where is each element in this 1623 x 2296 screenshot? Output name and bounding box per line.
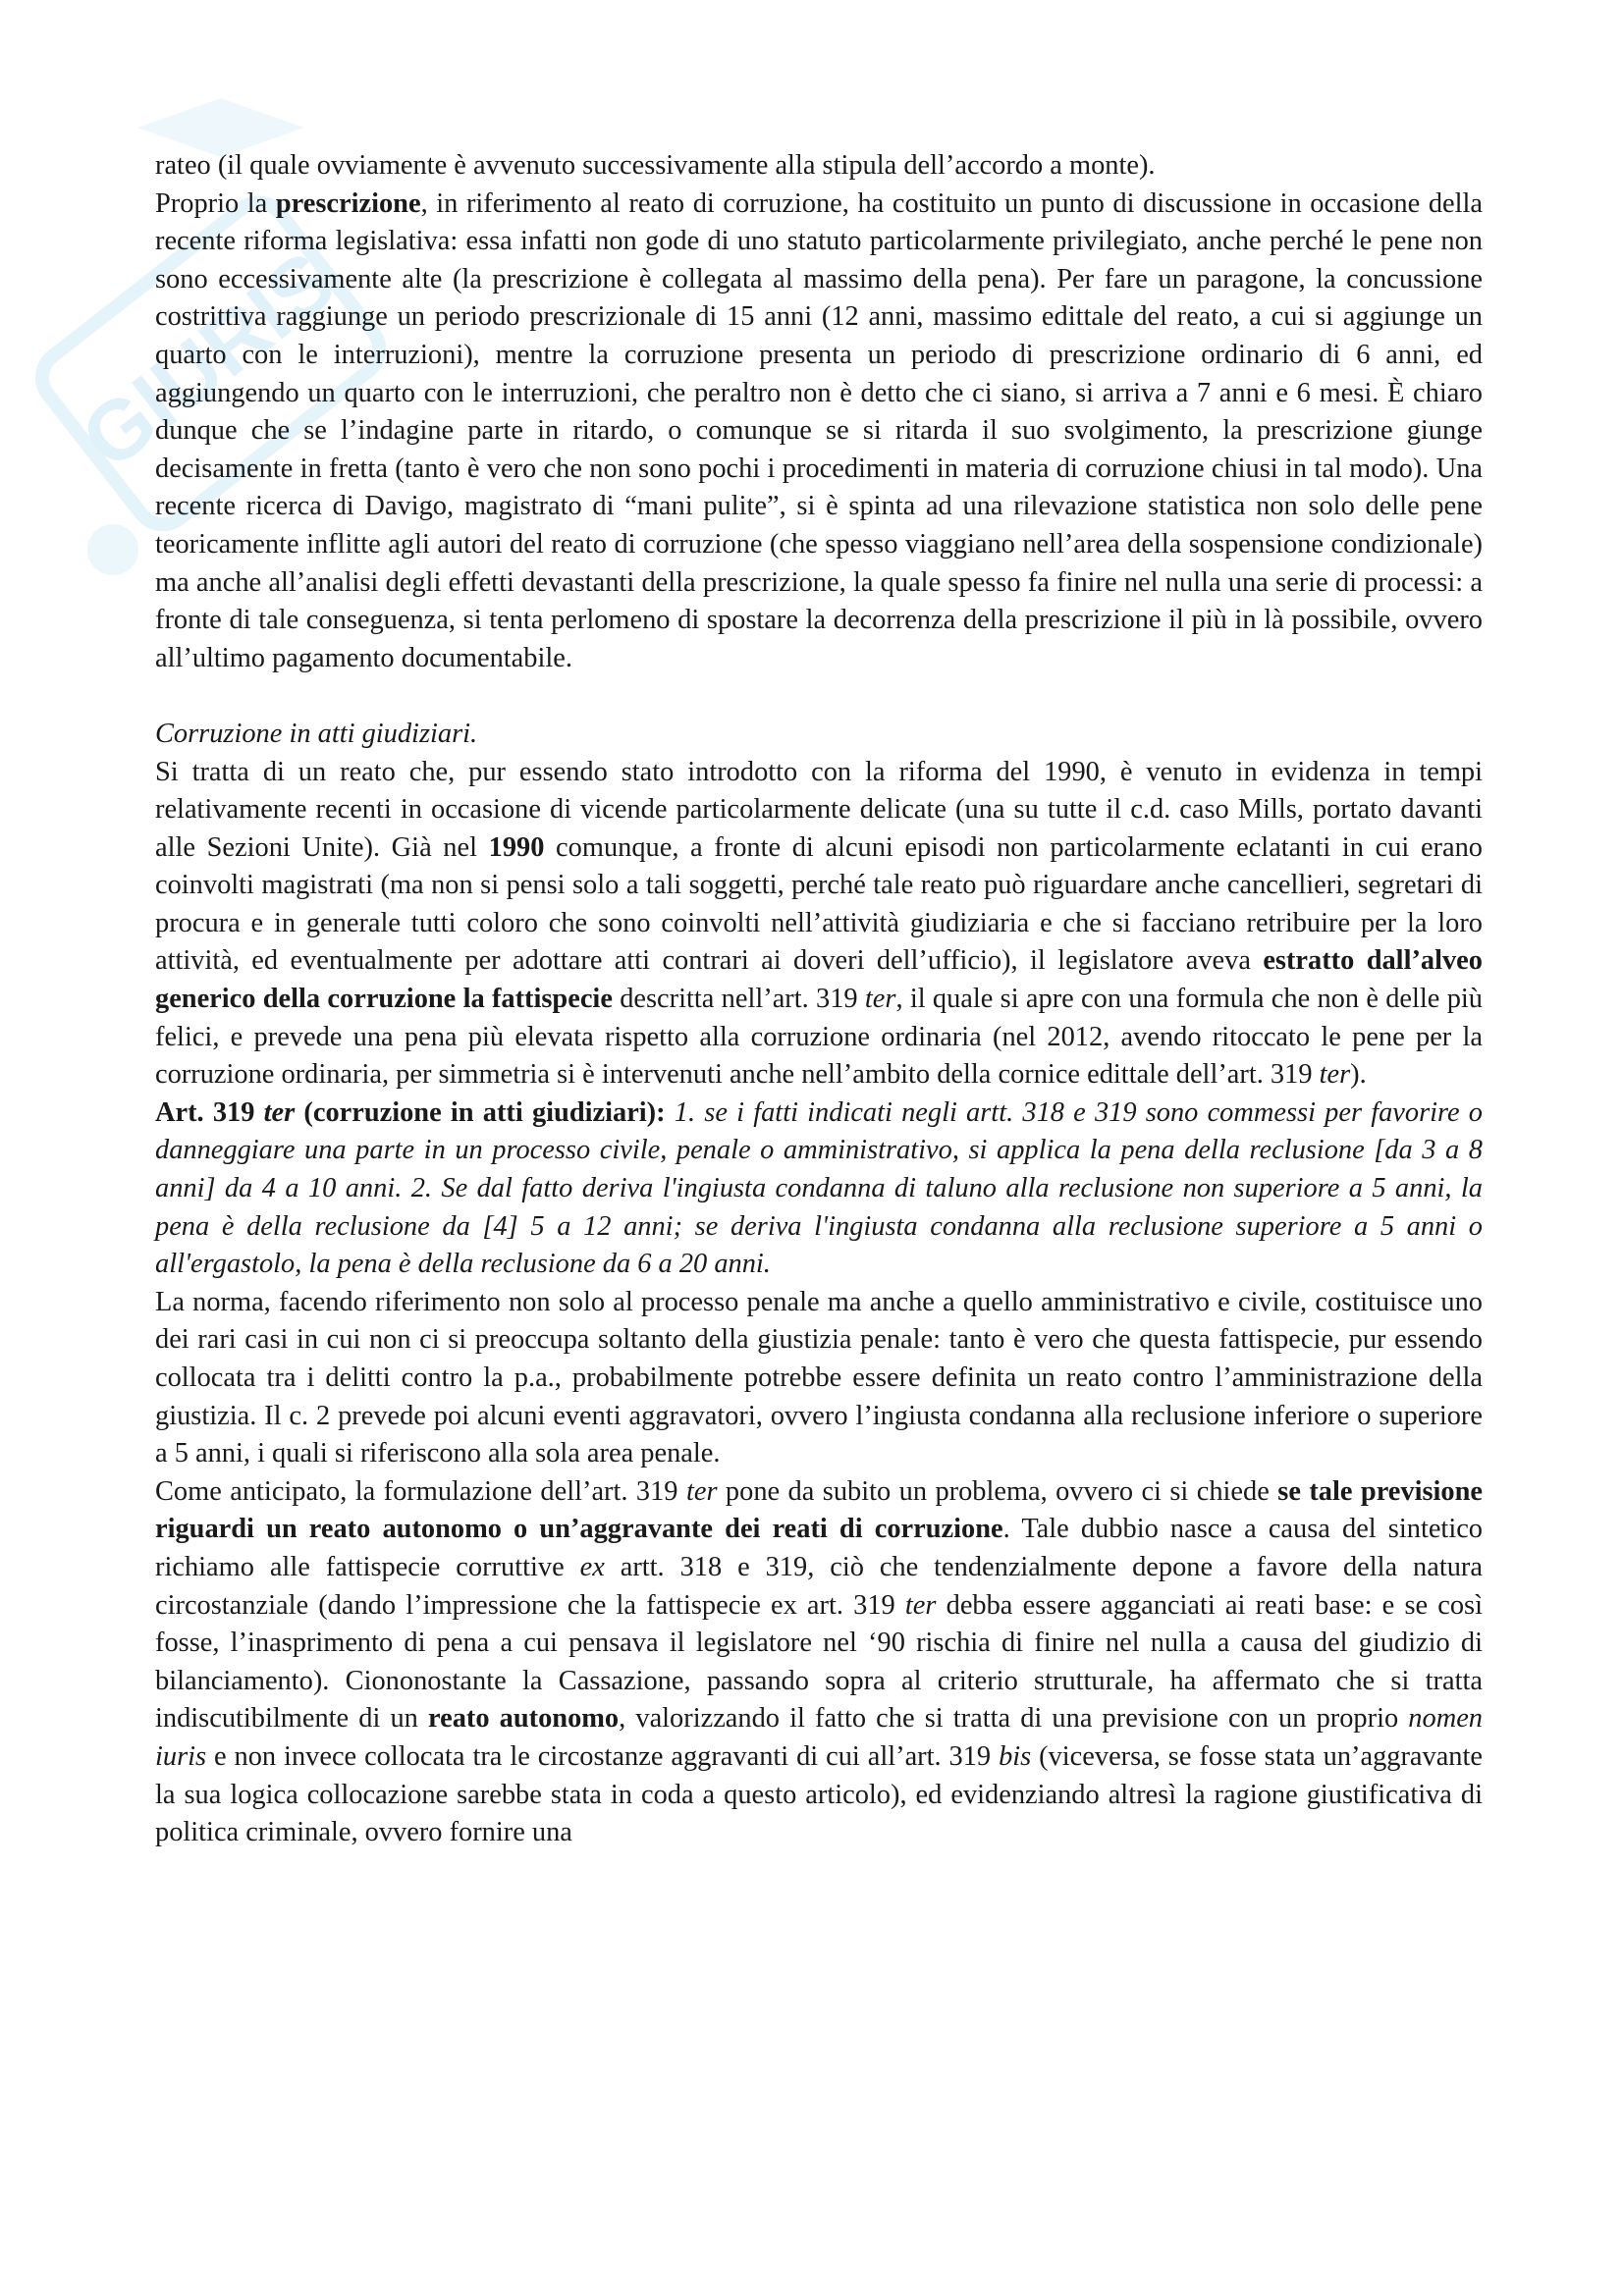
text-run: rateo (il quale ovviamente è avvenuto successivamente alla stipula dell’accordo a monte). [155, 150, 1156, 181]
text-run: ). [1350, 1059, 1367, 1091]
paragraph-spacer [155, 677, 1483, 716]
italic-term: ter [685, 1475, 718, 1507]
bold-term: prescrizione [275, 187, 421, 219]
article-title: (corruzione in atti giudiziari): [295, 1096, 675, 1128]
italic-term: ex [579, 1551, 605, 1582]
paragraph-rateo [155, 147, 1483, 186]
text-run: La norma, facendo riferimento non solo al processo penale ma anche a quello amministrativo e civile, costituisce uno dei rari casi in cui non ci si preoccupa soltanto della giustizia penale: tanto è vero che questa fattispecie, pur essendo collocata tra i delitti contro la p.a., probabilmente potrebbe essere definita un reato contro l’amministrazione della giustizia. Il c. 2 prevede poi alcuni eventi aggravatori, ovvero l’ingiusta condanna alla reclusione inferiore o superiore a 5 anni, i quali si riferiscono alla sola area penale. [155, 1286, 1483, 1469]
text-run: , in riferimento al reato di corruzione, ha costituito un punto di discussione in occasione della recente riforma legislativa: essa infatti non gode di uno statuto particolarmente privilegiato, anche perché le pene non sono eccessivamente alte (la prescrizione è collegata al massimo della pena). Per fare un paragone, la concussione costrittiva raggiunge un periodo prescrizionale di 15 anni (12 anni, massimo edittale del reato, a cui si aggiunge un quarto con le interruzioni), mentre la corruzione presenta un periodo di prescrizione ordinario di 6 anni, ed aggiungendo un quarto con le interruzioni, che peraltro non è detto che ci siano, si arriva a 7 anni e 6 mesi. È chiaro dunque che se l’indagine parte in ritardo, o comunque se si ritarda il suo svolgimento, la prescrizione giunge decisamente in fretta (tanto è vero che non sono pochi i procedimenti in materia di corruzione chiusi in tal modo). Una recente ricerca di Davigo, magistrato di “mani pulite”, si è spinta ad una rilevazione statistica non solo delle pene teoricamente inflitte agli autori del reato di corruzione (che spesso viaggiano nell’area della sospensione condizionale) ma anche all’analisi degli effetti devastanti della prescrizione, la quale spesso fa finire nel nulla una serie di processi: a fronte di tale conseguenza, si tenta perlomeno di spostare la decorrenza della prescrizione il più in là possibile, ovvero all’ultimo pagamento documentabile. [155, 187, 1484, 673]
italic-term: bis [999, 1740, 1032, 1772]
text-run: descritta nell’art. 319 [612, 984, 865, 1015]
watermark-dot-icon [87, 524, 138, 575]
article-title-italic: ter [263, 1096, 296, 1128]
text-run: artt. 318 e 319, ciò che tendenzialmente depone a favore della natura circostanziale (dando l’impressione che la fattispecie ex art. 319 [155, 1551, 1483, 1621]
paragraph-article-text [155, 1095, 1483, 1284]
watermark-text: GIURIS [64, 234, 352, 488]
italic-term: ter [1319, 1059, 1351, 1091]
text-run: Proprio la [155, 187, 276, 219]
article-body-italic: 1. se i fatti indicati negli artt. 318 e 319 sono commessi per favorire o danneggiare una parte in un processo civile, penale o amministrativo, si applica la pena della reclusione [da 3 a 8 anni] da 4 a 10 anni. 2. Se dal fatto deriva l'ingiusta condanna di taluno alla reclusione non superiore a 5 anni, la pena è della reclusione da [4] 5 a 12 anni; se deriva l'ingiusta condanna alla reclusione superiore a 5 anni o all'ergastolo, la pena è della reclusione da 6 a 20 anni. [155, 1096, 1483, 1280]
paragraph-introduzione [155, 754, 1483, 1095]
section-heading-text: Corruzione in atti giudiziari. [155, 718, 478, 749]
bold-term: estratto dall’alveo generico della corruzione la fattispecie [155, 945, 1483, 1015]
text-run: (viceversa, se fosse stata un’aggravante la sua logica collocazione sarebbe stata in coda a questo articolo), ed evidenziando altresì la ragione giustificativa di politica criminale, ovvero fornire una [155, 1740, 1483, 1848]
italic-term: ter [904, 1589, 937, 1621]
text-run: . Tale dubbio nasce a causa del sintetico richiamo alle fattispecie corruttive [155, 1514, 1484, 1582]
text-run: Come anticipato, la formulazione dell’art. 319 [155, 1475, 686, 1507]
text-run: Si tratta di un reato che, pur essendo stato introdotto con la riforma del 1990, è venuto in evidenza in tempi relativamente recenti in occasione di vicende particolarmente delicate (una su tutte il c.d. caso Mills, portato davanti alle Sezioni Unite). Già nel [155, 756, 1483, 863]
italic-term: ter [864, 984, 896, 1015]
bold-term: 1990 [488, 831, 545, 863]
text-run: pone da subito un problema, ovvero ci si chiede [717, 1475, 1278, 1507]
article-title: Art. 319 [155, 1096, 264, 1128]
text-run: , valorizzando il fatto che si tratta di una previsione con un proprio [619, 1703, 1409, 1735]
paragraph-norma [155, 1284, 1483, 1473]
text-run: debba essere agganciati ai reati base: e se così fosse, l’inasprimento di pena a cui pensava il legislatore nel ‘90 rischia di finire nel nulla a causa del giudizio di bilanciamento). Ciononostante la Cassazione, passando sopra al criterio strutturale, ha affermato che si tratta indiscutibilmente di un [155, 1589, 1483, 1735]
document-page [155, 147, 1483, 1852]
paragraph-prescrizione [155, 186, 1483, 678]
section-heading [155, 716, 1483, 754]
italic-term: nomen iuris [155, 1703, 1483, 1772]
text-run: comunque, a fronte di alcuni episodi non particolarmente eclatanti in cui erano coinvolti magistrati (ma non si pensi solo a tali soggetti, perché tale reato può riguardare anche cancellieri, segretari di procura e in generale tutti coloro che sono coinvolti nell’attività giudiziaria e che si facciano retribuire per la loro attività, ed eventualmente per adottare atti contrari ai doveri dell’ufficio), il legislatore aveva [155, 831, 1483, 977]
bold-term: reato autonomo [428, 1703, 620, 1735]
text-run: , il quale si apre con una formula che non è delle più felici, e prevede una pena più elevata rispetto alla corruzione ordinaria (nel 2012, avendo ritoccato le pene per la corruzione ordinaria, per simmetria si è intervenuti anche nell’ambito della cornice edittale dell’art. 319 [155, 984, 1483, 1091]
paragraph-autonomo [155, 1473, 1483, 1852]
bold-term: se tale previsione riguardi un reato autonomo o un’aggravante dei reati di corruzione [155, 1475, 1484, 1545]
text-run: e non invece collocata tra le circostanze aggravanti di cui all’art. 319 [206, 1740, 1000, 1772]
